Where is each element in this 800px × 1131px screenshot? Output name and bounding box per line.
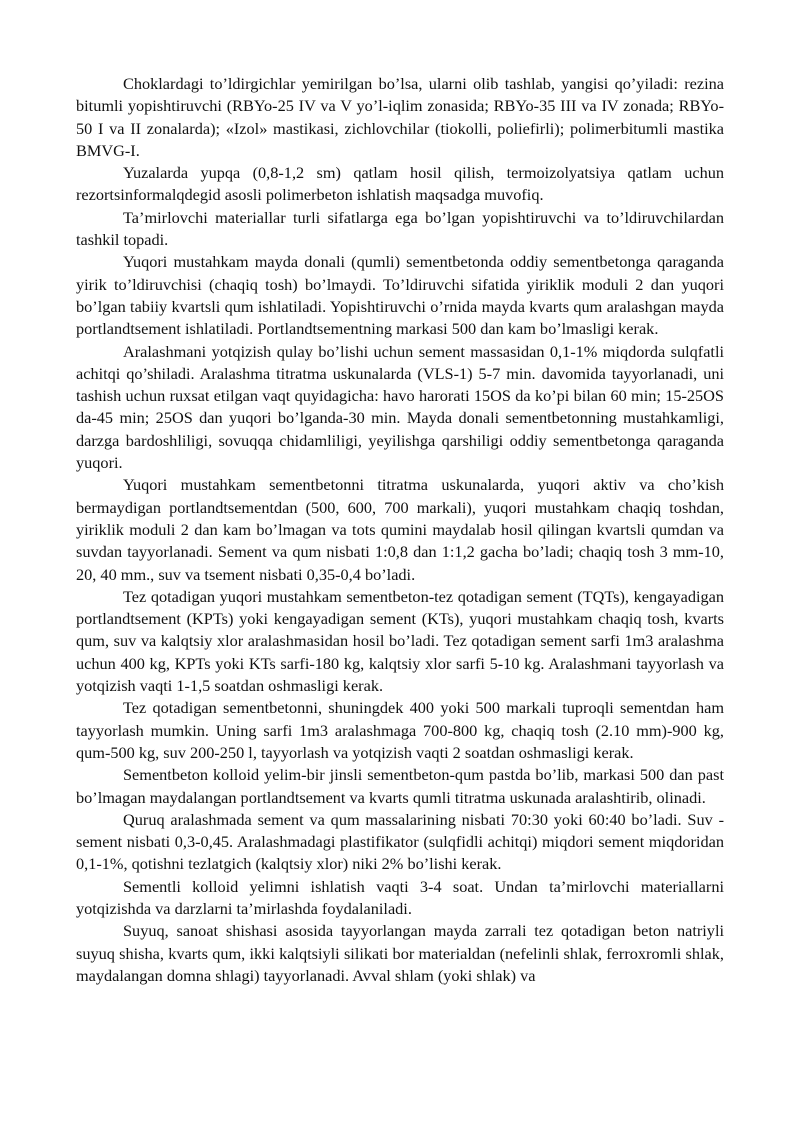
paragraph: Choklardagi to’ldirgichlar yemirilgan bo’lsa, ularni olib tashlab, yangisi qo’yiladi: rezina bitumli yopishtiruvchi (RBYo-25 IV va V yo’l-iqlim zonasida; RBYo-35 III va IV zonada; RBYo-50 I va II zonalarda); «Izol» mastikasi, zichlovchilar (tiokolli, poliefirli); polimerbitumli mastika BMVG-I. [76,74,724,160]
paragraph: Yuqori mustahkam mayda donali (qumli) sementbetonda oddiy sementbetonga qaraganda yirik to’ldiruvchisi (chaqiq tosh) bo’lmaydi. To’ldiruvchi sifatida yiriklik moduli 2 dan yuqori bo’lgan tabiiy kvartsli qum ishlatiladi. Yopishtiruvchi o’rnida mayda kvarts qum aralashgan mayda portlandtsement ishlatiladi. Portlandtsementning markasi 500 dan kam bo’lmasligi kerak. [76,252,724,339]
paragraph: Ta’mirlovchi materiallar turli sifatlarga ega bo’lgan yopishtiruvchi va to’ldiruvchilardan tashkil topadi. [76,207,724,250]
paragraph: Sementli kolloid yelimni ishlatish vaqti 3-4 soat. Undan ta’mirlovchi materiallarni yotqizishda va darzlarni ta’mirlashda foydalaniladi. [76,876,724,918]
paragraph: Sementbeton kolloid yelim-bir jinsli sementbeton-qum pastda bo’lib, markasi 500 dan past bo’lmagan maydalangan portlandtsement va kvarts qumli titratma uskunada aralashtirib, olinadi. [76,765,724,807]
paragraph: Yuqori mustahkam sementbetonni titratma uskunalarda, yuqori aktiv va cho’kish bermaydigan portlandtsementdan (500, 600, 700 markali), yuqori mustahkam chaqiq toshdan, yiriklik moduli 2 dan kam bo’lmagan va tots qumini maydalab hosil qilingan kvartsli qumdan va suvdan tayyorlanadi. Sement va qum nisbati 1:0,8 dan 1:1,2 gacha bo’ladi; chaqiq tosh 3 mm-10, 20, 40 mm., suv va tsement nisbati 0,35-0,4 bo’ladi. [76,475,724,584]
document-page [76,73,724,987]
paragraph: Suyuq, sanoat shishasi asosida tayyorlangan mayda zarrali tez qotadigan beton natriyli suyuq shisha, kvarts qum, ikki kalqtsiyli silikati bor materialdan (nefelinli shlak, ferroxromli shlak, maydalangan domna shlagi) tayyorlanadi. Avval shlam (yoki shlak) va [76,921,724,985]
paragraph: Tez qotadigan sementbetonni, shuningdek 400 yoki 500 markali tuproqli sementdan ham tayyorlash mumkin. Uning sarfi 1m3 aralashmaga 700-800 kg, chaqiq tosh (2.10 mm)-900 kg, qum-500 kg, suv 200-250 l, tayyorlash va yotqizish vaqti 2 soatdan oshmasligi kerak. [76,698,724,762]
paragraph: Quruq aralashmada sement va qum massalarining nisbati 70:30 yoki 60:40 bo’ladi. Suv - sement nisbati 0,3-0,45. Aralashmadagi plastifikator (sulqfidli achitqi) miqdori sement miqdoridan 0,1-1%, qotishni tezlatgich (kalqtsiy xlor) niki 2% bo’lishi kerak. [76,809,724,874]
paragraph: Yuzalarda yupqa (0,8-1,2 sm) qatlam hosil qilish, termoizolyatsiya qatlam uchun rezortsinformalqdegid asosli polimerbeton ishlatish maqsadga muvofiq. [76,163,724,205]
paragraph: Aralashmani yotqizish qulay bo’lishi uchun sement massasidan 0,1-1% miqdorda sulqfatli achitqi qo’shiladi. Aralashma titratma uskunalarda (VLS-1) 5-7 min. davomida tayyorlanadi, uni tashish uchun ruxsat etilgan vaqt quyidagicha: havo harorati 15OS da ko’pi bilan 60 min; 15-25OS da-45 min; 25OS dan yuqori bo’lganda-30 min. Mayda donali sementbetonning mustahkamligi, darzga bardoshliligi, sovuqqa chidamliligi, yeyilishga qarshiligi oddiy sementbetonga qaraganda yuqori. [76,341,724,473]
paragraph: Tez qotadigan yuqori mustahkam sementbeton-tez qotadigan sement (TQTs), kengayadigan portlandtsement (KPTs) yoki kengayadigan sement (KTs), yuqori mustahkam chaqiq tosh, kvarts qum, suv va kalqtsiy xlor aralashmasidan hosil bo’ladi. Tez qotadigan sement sarfi 1m3 aralashma uchun 400 kg, KPTs yoki KTs sarfi-180 kg, kalqtsiy xlor sarfi 5-10 kg. Aralashmani tayyorlash va yotqizish vaqti 1-1,5 soatdan oshmasligi kerak. [76,586,724,696]
